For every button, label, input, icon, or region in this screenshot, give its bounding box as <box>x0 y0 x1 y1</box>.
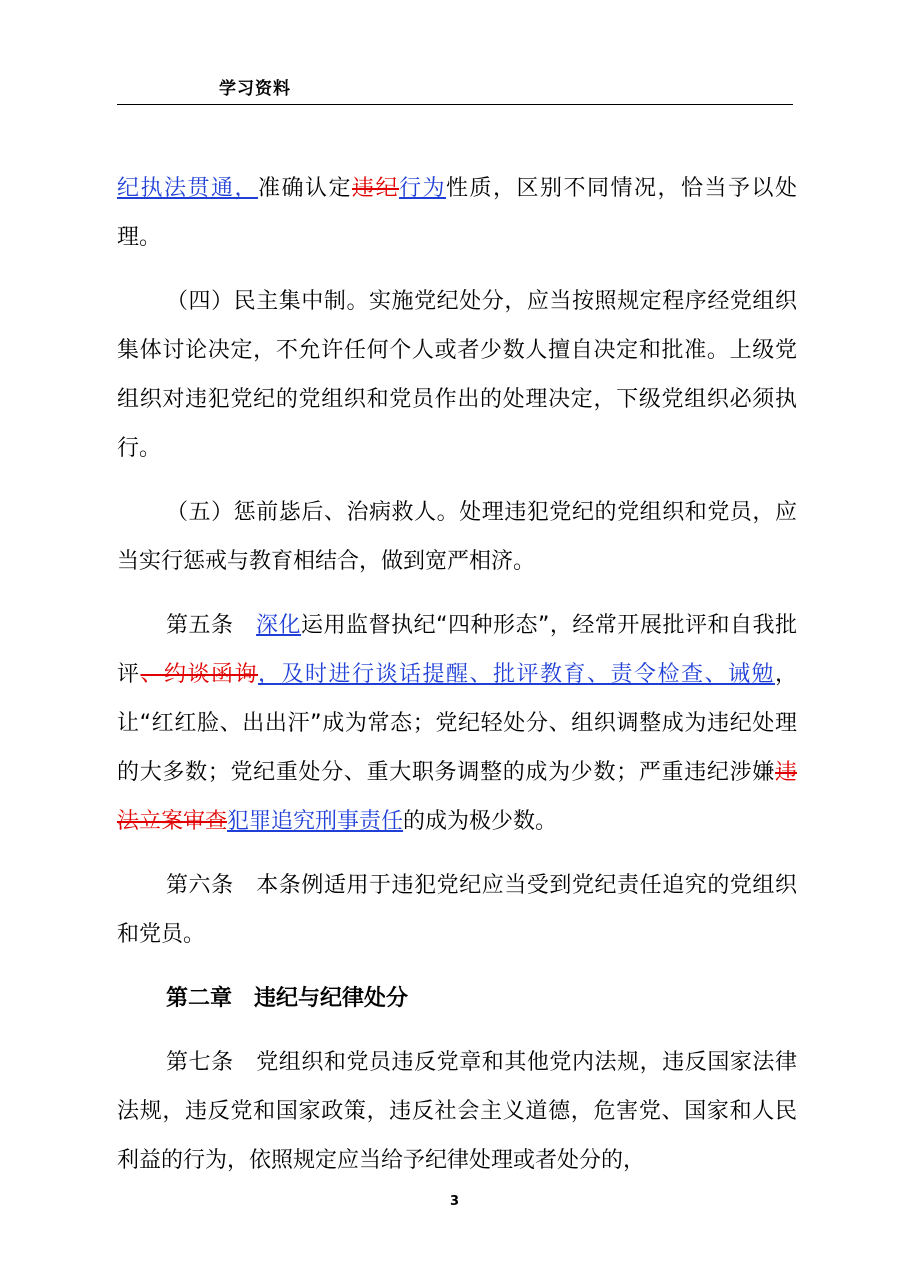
text-run: （五）惩前毖后、治病救人。处理违犯党纪的党组织和党员，应当实行惩戒与教育相结合，做到宽严相济。 <box>117 500 797 574</box>
inserted-text: 纪执法贯通， <box>117 176 258 201</box>
text-run: 性质，区别不同情况，恰当予以处理。 <box>117 176 797 250</box>
inserted-text: 行为 <box>398 176 446 201</box>
paragraph-article-5 <box>117 601 797 846</box>
text-run: 运用监督执纪“四种形态”，经常开展批评和自我批评 <box>117 613 797 687</box>
text-run: 第六条 本条例适用于违犯党纪应当受到党纪责任追究的党组织和党员。 <box>117 873 797 947</box>
text-run: ，让“红红脸、出出汗”成为常态；党纪轻处分、组织调整成为违纪处理的大多数；党纪重处分、重大职务调整的成为少数；严重违纪涉嫌 <box>117 662 797 785</box>
page-number: 3 <box>449 1194 460 1209</box>
chapter-heading <box>117 974 797 1023</box>
deleted-text: 违纪 <box>351 176 399 201</box>
text-run: 的成为极少数。 <box>403 809 558 834</box>
paragraph-continuation <box>117 164 797 262</box>
document-header-title: 学习资料 <box>219 79 291 99</box>
paragraph-punish-and-cure <box>117 488 797 586</box>
inserted-text: ，及时进行谈话提醒、批评教育、责令检查、诫勉 <box>258 662 775 687</box>
header-divider <box>117 104 793 105</box>
text-run: （四）民主集中制。实施党纪处分，应当按照规定程序经党组织集体讨论决定，不允许任何个人或者少数人擅自决定和批准。上级党组织对违犯党纪的党组织和党员作出的处理决定，下级党组织必须执行。 <box>117 289 797 461</box>
text-run: 第五条 <box>166 613 257 638</box>
chapter-title: 第二章 违纪与纪律处分 <box>166 986 409 1011</box>
inserted-text: 犯罪追究刑事责任 <box>227 809 404 834</box>
paragraph-article-7 <box>117 1038 797 1185</box>
inserted-text: 深化 <box>256 613 302 638</box>
deleted-text: 违法立案审查 <box>117 760 797 834</box>
deleted-text: 、约谈函询 <box>140 662 258 687</box>
document-body <box>117 164 797 1200</box>
paragraph-article-6 <box>117 861 797 959</box>
text-run: 第七条 党组织和党员违反党章和其他党内法规，违反国家法律法规，违反党和国家政策，违反社会主义道德，危害党、国家和人民利益的行为，依照规定应当给予纪律处理或者处分的， <box>117 1050 797 1173</box>
text-run: 准确认定 <box>257 176 352 201</box>
paragraph-democratic-centralism <box>117 277 797 473</box>
